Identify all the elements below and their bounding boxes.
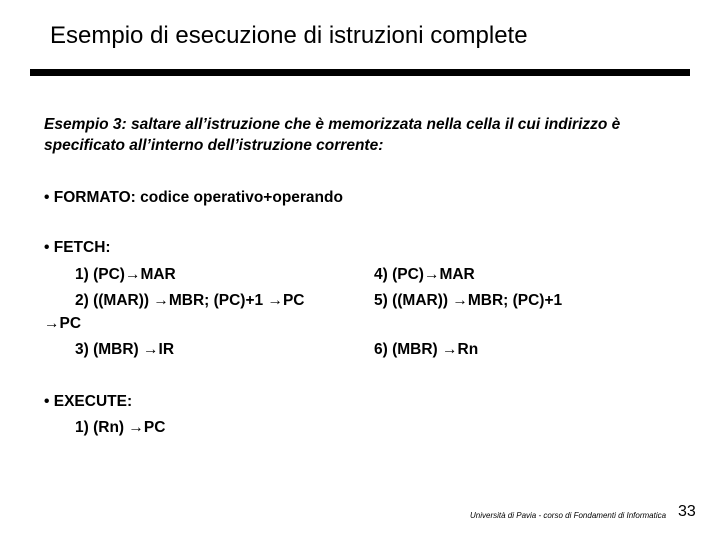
intro-text: Esempio 3: saltare all’istruzione che è memorizzata nella cella il cui indirizzo è specificato all’interno dell’istruzione corrente:: [44, 116, 621, 154]
page-number: 33: [678, 503, 696, 520]
fetch-step-3: 3) (MBR) →IR: [75, 341, 175, 358]
execute-heading: • EXECUTE:: [44, 393, 133, 410]
fetch-step-6: 6) (MBR) →Rn: [374, 341, 479, 358]
slide-title: Esempio di esecuzione di istruzioni complete: [50, 22, 528, 49]
fetch-step-2-wrap: →PC: [44, 315, 82, 332]
footer-text: Università di Pavia - corso di Fondamenti di Informatica: [470, 511, 667, 520]
title-divider: [30, 69, 690, 76]
formato-line: • FORMATO: codice operativo+operando: [44, 189, 343, 206]
fetch-step-1: 1) (PC)→MAR: [75, 266, 176, 283]
fetch-step-4: 4) (PC)→MAR: [374, 266, 475, 283]
fetch-heading: • FETCH:: [44, 239, 111, 256]
fetch-step-2: 2) ((MAR)) →MBR; (PC)+1 →PC: [75, 292, 305, 309]
execute-step-1: 1) (Rn) →PC: [75, 419, 166, 436]
fetch-step-5: 5) ((MAR)) →MBR; (PC)+1: [374, 292, 563, 309]
